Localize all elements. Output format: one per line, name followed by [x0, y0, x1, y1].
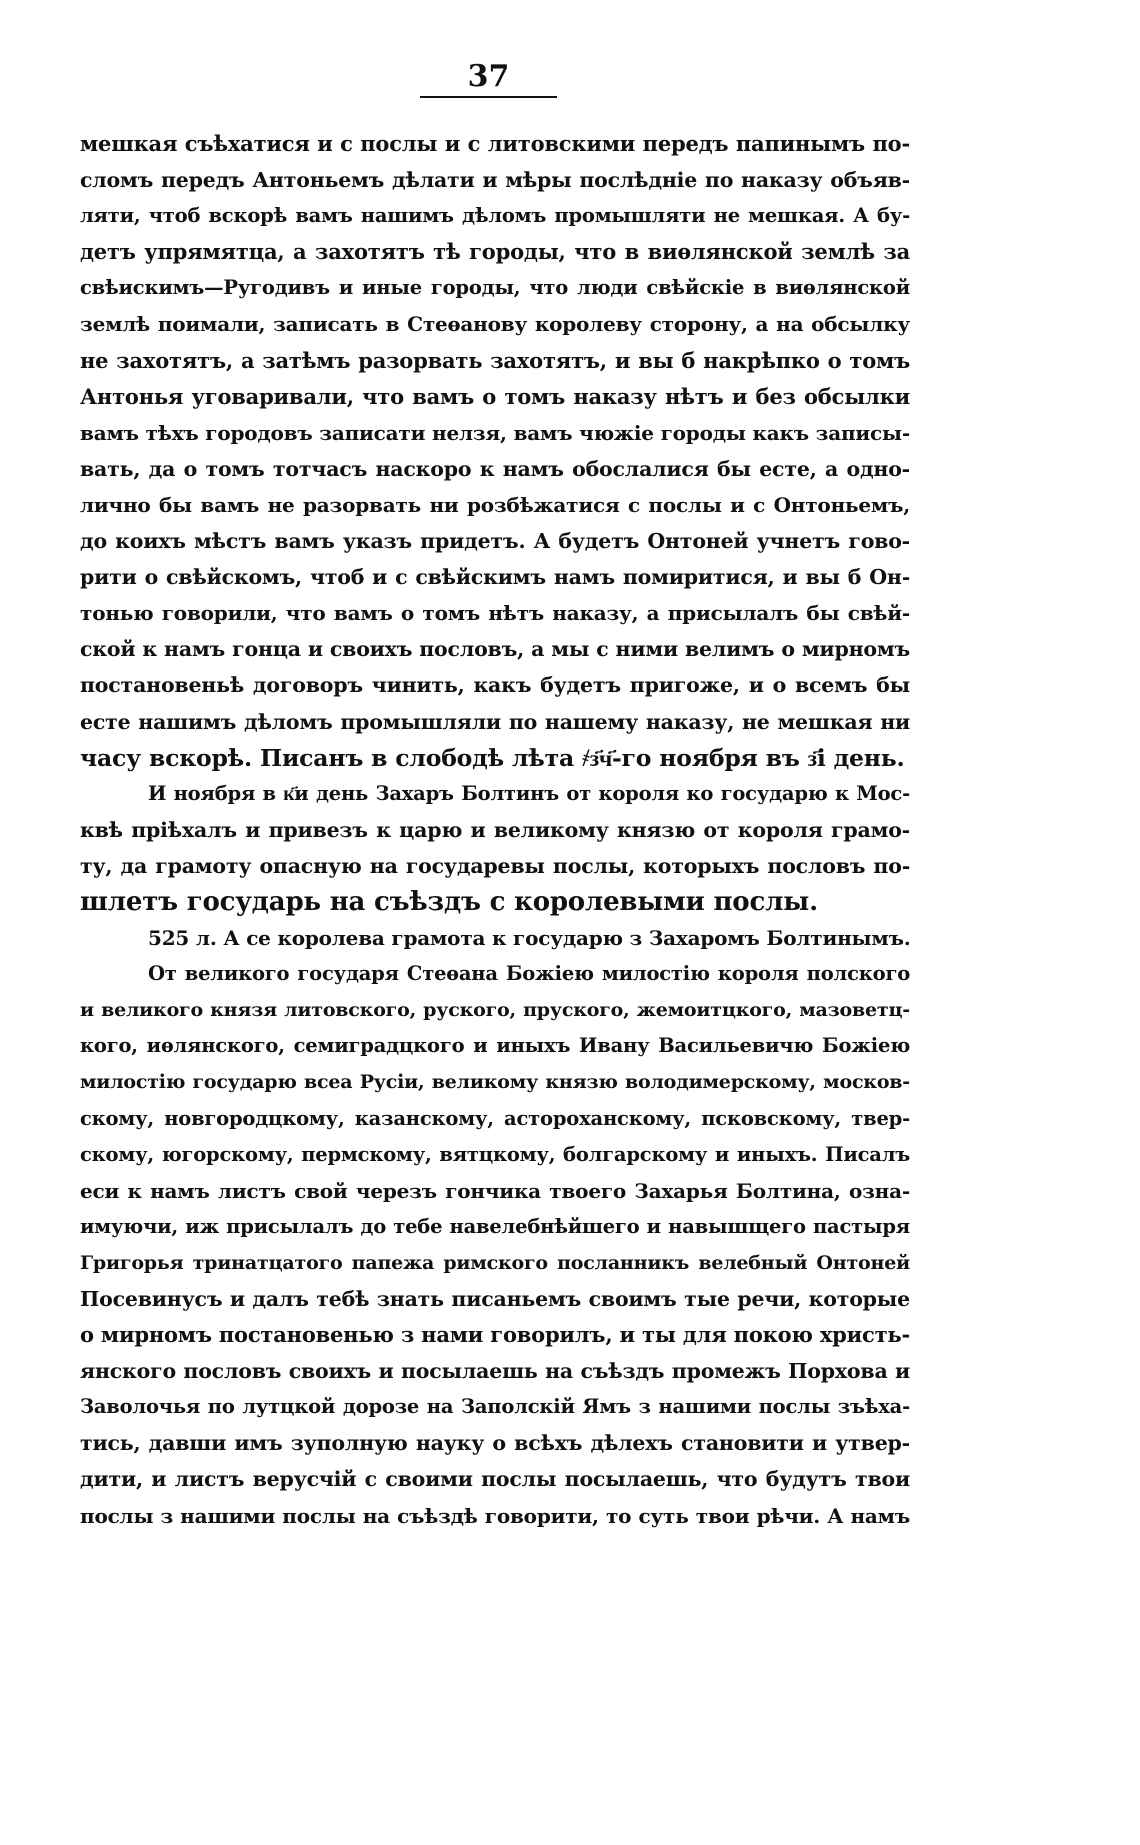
text-line: не захотятъ, а затѣмъ разорвать захотятъ, и вы б накрѣпко о томъ: [80, 347, 910, 373]
text-line: шлетъ государь на съѣздъ с королевыми послы.: [80, 886, 818, 917]
text-line: еси к намъ листъ свой черезъ гончика твоего Захарья Болтина, озна-: [80, 1178, 910, 1203]
body-text: [80, 126, 910, 1534]
text-line: тонью говорили, что вамъ о томъ нѣтъ наказу, а присылалъ бы свѣй-: [80, 601, 910, 626]
header-rule: [420, 96, 557, 98]
text-line: и великого князя литовского, руского, пруского, жемоитцкого, мазоветц-: [80, 999, 910, 1022]
text-line: 525 л. А се королева грамота к государю з Захаромъ Болтинымъ.: [148, 926, 910, 951]
text-line: имуючи, иж присылалъ до тебе навелебнѣйшего и навышщего пастыря: [80, 1214, 910, 1238]
text-line: сломъ передъ Антоньемъ дѣлати и мѣры послѣдніе по наказу объяв-: [80, 168, 910, 193]
text-line: кого, иѳлянского, семиградцкого и иныхъ Ивану Васильевичю Божіею: [80, 1034, 910, 1058]
text-line: И ноября в к҃и день Захаръ Болтинъ от короля ко государю к Мос-: [148, 781, 910, 805]
text-line: мешкая съѣхатися и с послы и с литовскими передъ папинымъ по-: [80, 131, 910, 156]
text-line: часу вскорѣ. Писанъ в слободѣ лѣта ҂з҃ч҃-го ноября въ з҃і день.: [80, 743, 905, 772]
text-line: о мирномъ постановенью з нами говорилъ, и ты для покою христь-: [80, 1322, 910, 1348]
text-line: тись, давши имъ зуполную науку о всѣхъ дѣлехъ становити и утвер-: [80, 1431, 910, 1456]
text-line: лично бы вамъ не разорвать ни розбѣжатися с послы и с Онтоньемъ,: [80, 492, 910, 517]
text-line: ской к намъ гонца и своихъ пословъ, а мы с ними велимъ о мирномъ: [80, 637, 910, 662]
page-number: 37: [467, 59, 510, 94]
text-line: скому, югорскому, пермскому, вятцкому, болгарскому и иныхъ. Писалъ: [80, 1142, 910, 1166]
text-line: постановеньѣ договоръ чинить, какъ будетъ пригоже, и о всемъ бы: [80, 673, 910, 698]
text-line: рити о свѣйскомъ, чтоб и с свѣйскимъ намъ помиритися, и вы б Он-: [80, 565, 910, 590]
text-line: Антонья уговаривали, что вамъ о томъ наказу нѣтъ и без обсылки: [80, 383, 910, 409]
text-line: Заволочья по лутцкой дорозе на Заполскій Ямъ з нашими послы зъѣха-: [80, 1395, 910, 1419]
text-line: дити, и листъ верусчій с своими послы посылаешь, что будутъ твои: [80, 1467, 910, 1492]
text-line: ляти, чтоб вскорѣ вамъ нашимъ дѣломъ промышляти не мешкая. А бу-: [80, 204, 910, 228]
text-line: Посевинусъ и далъ тебѣ знать писаньемъ своимъ тые речи, которые: [80, 1287, 910, 1311]
text-line: От великого государя Стеѳана Божіею милостію короля полского: [148, 962, 910, 986]
text-line: квѣ пріѣхалъ и привезъ к царю и великому князю от короля грамо-: [80, 817, 910, 842]
text-line: Григорья тринатцатого папежа римского посланникъ велебный Онтоней: [80, 1251, 910, 1274]
text-line: скому, новгородцкому, казанскому, астороханскому, псковскому, твер-: [80, 1106, 910, 1130]
text-line: детъ упрямятца, а захотятъ тѣ городы, что в виѳлянской землѣ за: [80, 239, 910, 265]
text-line: милостію государю всеа Русіи, великому князю володимерскому, москов-: [80, 1071, 910, 1094]
text-line: послы з нашими послы на съѣздѣ говорити, то суть твои рѣчи. А намъ: [80, 1503, 910, 1528]
text-line: ту, да грамоту опасную на государевы послы, которыхъ пословъ по-: [80, 853, 910, 878]
text-line: есте нашимъ дѣломъ промышляли по нашему наказу, не мешкая ни: [80, 709, 910, 734]
text-line: янского пословъ своихъ и посылаешь на съѣздъ промежъ Порхова и: [80, 1359, 910, 1384]
text-line: вать, да о томъ тотчасъ наскоро к намъ обослалися бы есте, а одно-: [80, 456, 910, 481]
text-line: вамъ тѣхъ городовъ записати нелзя, вамъ чюжіе городы какъ записы-: [80, 420, 910, 445]
text-line: до коихъ мѣстъ вамъ указъ придетъ. А будетъ Онтоней учнетъ гово-: [80, 529, 910, 554]
text-line: землѣ поимали, записать в Стеѳанову королеву сторону, а на обсылку: [80, 312, 910, 337]
text-line: свѣискимъ—Ругодивъ и иные городы, что люди свѣйскіе в виѳлянской: [80, 276, 910, 300]
